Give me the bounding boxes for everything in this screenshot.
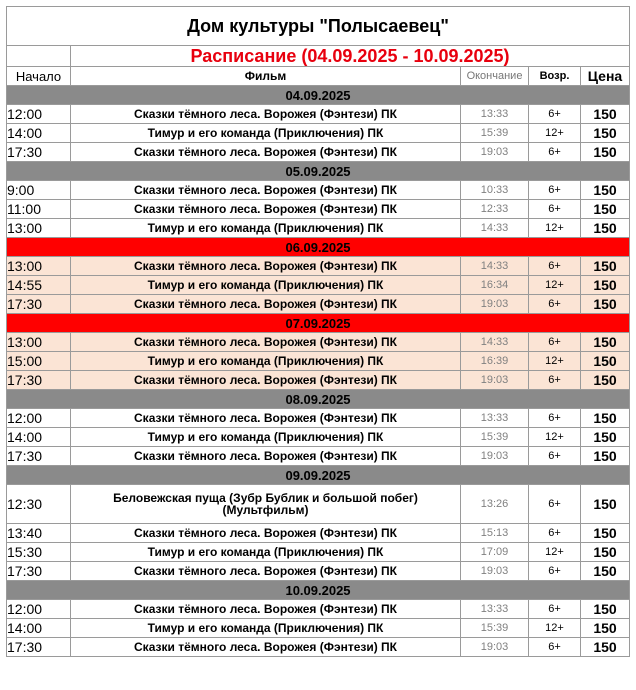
date-label: 04.09.2025 <box>7 86 630 105</box>
start-time: 14:00 <box>7 428 71 447</box>
film-title: Тимур и его команда (Приключения) ПК <box>147 126 384 140</box>
end-time: 16:39 <box>461 352 529 371</box>
showtime-row <box>7 143 630 162</box>
film-title-cell <box>71 619 461 638</box>
showtime-row <box>7 295 630 314</box>
date-label: 06.09.2025 <box>7 238 630 257</box>
showtime-row <box>7 124 630 143</box>
date-label: 10.09.2025 <box>7 581 630 600</box>
ticket-price: 150 <box>581 524 630 543</box>
film-title: Тимур и его команда (Приключения) ПК <box>147 545 384 559</box>
date-row <box>7 238 630 257</box>
age-rating: 12+ <box>529 352 581 371</box>
start-time: 15:30 <box>7 543 71 562</box>
end-time: 15:39 <box>461 428 529 447</box>
date-label: 08.09.2025 <box>7 390 630 409</box>
end-time: 19:03 <box>461 562 529 581</box>
film-title-cell <box>71 181 461 200</box>
schedule-title: Расписание (04.09.2025 - 10.09.2025) <box>71 46 630 67</box>
showtime-row <box>7 276 630 295</box>
showtime-row <box>7 543 630 562</box>
showtime-row <box>7 371 630 390</box>
age-rating: 12+ <box>529 124 581 143</box>
showtime-row <box>7 485 630 524</box>
start-time: 12:30 <box>7 485 71 524</box>
age-rating: 12+ <box>529 619 581 638</box>
ticket-price: 150 <box>581 428 630 447</box>
age-rating: 12+ <box>529 219 581 238</box>
schedule-title-row <box>7 46 630 67</box>
film-title-cell <box>71 543 461 562</box>
start-time: 14:55 <box>7 276 71 295</box>
age-rating: 6+ <box>529 409 581 428</box>
start-time: 9:00 <box>7 181 71 200</box>
ticket-price: 150 <box>581 600 630 619</box>
film-title-cell <box>71 638 461 657</box>
film-title-cell <box>71 200 461 219</box>
showtime-row <box>7 562 630 581</box>
age-rating: 6+ <box>529 181 581 200</box>
film-title: Сказки тёмного леса. Ворожея (Фэнтези) ПК <box>134 411 397 425</box>
end-time: 16:34 <box>461 276 529 295</box>
film-title-line2: (Мультфильм) <box>222 503 309 517</box>
start-time: 12:00 <box>7 105 71 124</box>
column-header-row <box>7 67 630 86</box>
start-time: 11:00 <box>7 200 71 219</box>
film-title: Сказки тёмного леса. Ворожея (Фэнтези) ПК <box>134 373 397 387</box>
end-time: 17:09 <box>461 543 529 562</box>
ticket-price: 150 <box>581 409 630 428</box>
ticket-price: 150 <box>581 257 630 276</box>
start-time: 14:00 <box>7 619 71 638</box>
ticket-price: 150 <box>581 105 630 124</box>
date-row <box>7 86 630 105</box>
ticket-price: 150 <box>581 485 630 524</box>
film-title: Тимур и его команда (Приключения) ПК <box>147 621 384 635</box>
film-title: Сказки тёмного леса. Ворожея (Фэнтези) ПК <box>134 202 397 216</box>
start-time: 17:30 <box>7 371 71 390</box>
ticket-price: 150 <box>581 143 630 162</box>
showtime-row <box>7 638 630 657</box>
ticket-price: 150 <box>581 638 630 657</box>
date-label: 07.09.2025 <box>7 314 630 333</box>
film-title: Сказки тёмного леса. Ворожея (Фэнтези) ПК <box>134 602 397 616</box>
showtime-row <box>7 219 630 238</box>
age-rating: 12+ <box>529 276 581 295</box>
end-time: 15:39 <box>461 619 529 638</box>
age-rating: 6+ <box>529 257 581 276</box>
film-title: Сказки тёмного леса. Ворожея (Фэнтези) ПК <box>134 449 397 463</box>
film-title-cell <box>71 219 461 238</box>
start-time: 12:00 <box>7 409 71 428</box>
age-rating: 6+ <box>529 562 581 581</box>
ticket-price: 150 <box>581 333 630 352</box>
column-header-end: Окончание <box>461 67 529 86</box>
film-title: Сказки тёмного леса. Ворожея (Фэнтези) ПК <box>134 145 397 159</box>
start-time: 13:00 <box>7 257 71 276</box>
ticket-price: 150 <box>581 276 630 295</box>
film-title-cell <box>71 295 461 314</box>
showtime-row <box>7 409 630 428</box>
start-time: 12:00 <box>7 600 71 619</box>
film-title-cell <box>71 524 461 543</box>
film-title: Тимур и его команда (Приключения) ПК <box>147 221 384 235</box>
end-time: 13:33 <box>461 409 529 428</box>
end-time: 19:03 <box>461 143 529 162</box>
start-time: 14:00 <box>7 124 71 143</box>
column-header-film: Фильм <box>71 67 461 86</box>
end-time: 12:33 <box>461 200 529 219</box>
film-title: Сказки тёмного леса. Ворожея (Фэнтези) ПК <box>134 297 397 311</box>
film-title-cell <box>71 409 461 428</box>
start-time: 17:30 <box>7 447 71 466</box>
showtime-row <box>7 333 630 352</box>
start-time: 17:30 <box>7 295 71 314</box>
showtime-row <box>7 181 630 200</box>
ticket-price: 150 <box>581 447 630 466</box>
column-header-price: Цена <box>581 67 630 86</box>
age-rating: 6+ <box>529 200 581 219</box>
venue-row <box>7 7 630 46</box>
film-title: Беловежская пуща (Зубр Бублик и большой побег) <box>113 491 418 505</box>
film-title: Сказки тёмного леса. Ворожея (Фэнтези) ПК <box>134 526 397 540</box>
showtime-row <box>7 619 630 638</box>
column-header-age: Возр. <box>529 67 581 86</box>
showtime-row <box>7 200 630 219</box>
date-row <box>7 314 630 333</box>
film-title-cell <box>71 105 461 124</box>
film-title-cell <box>71 428 461 447</box>
film-title: Сказки тёмного леса. Ворожея (Фэнтези) ПК <box>134 335 397 349</box>
film-title-cell <box>71 562 461 581</box>
film-title-cell <box>71 447 461 466</box>
date-label: 05.09.2025 <box>7 162 630 181</box>
age-rating: 12+ <box>529 543 581 562</box>
age-rating: 6+ <box>529 600 581 619</box>
end-time: 13:33 <box>461 105 529 124</box>
end-time: 14:33 <box>461 219 529 238</box>
film-title: Тимур и его команда (Приключения) ПК <box>147 430 384 444</box>
ticket-price: 150 <box>581 124 630 143</box>
start-time: 17:30 <box>7 638 71 657</box>
venue-title: Дом культуры "Полысаевец" <box>7 7 630 46</box>
start-time: 17:30 <box>7 143 71 162</box>
ticket-price: 150 <box>581 219 630 238</box>
ticket-price: 150 <box>581 371 630 390</box>
start-time: 15:00 <box>7 352 71 371</box>
end-time: 19:03 <box>461 371 529 390</box>
showtime-row <box>7 105 630 124</box>
age-rating: 6+ <box>529 143 581 162</box>
end-time: 13:33 <box>461 600 529 619</box>
end-time: 19:03 <box>461 638 529 657</box>
age-rating: 6+ <box>529 638 581 657</box>
ticket-price: 150 <box>581 295 630 314</box>
age-rating: 6+ <box>529 105 581 124</box>
column-header-start: Начало <box>7 67 71 86</box>
film-title: Тимур и его команда (Приключения) ПК <box>147 354 384 368</box>
film-title: Сказки тёмного леса. Ворожея (Фэнтези) ПК <box>134 183 397 197</box>
showtime-row <box>7 257 630 276</box>
date-row <box>7 390 630 409</box>
date-row <box>7 581 630 600</box>
end-time: 14:33 <box>461 257 529 276</box>
start-time: 13:00 <box>7 219 71 238</box>
film-title-cell <box>71 124 461 143</box>
end-time: 10:33 <box>461 181 529 200</box>
age-rating: 6+ <box>529 485 581 524</box>
ticket-price: 150 <box>581 181 630 200</box>
showtime-row <box>7 447 630 466</box>
showtime-row <box>7 428 630 447</box>
film-title-cell <box>71 333 461 352</box>
end-time: 15:39 <box>461 124 529 143</box>
end-time: 19:03 <box>461 447 529 466</box>
film-title: Сказки тёмного леса. Ворожея (Фэнтези) ПК <box>134 107 397 121</box>
title-spacer <box>7 46 71 67</box>
film-title: Тимур и его команда (Приключения) ПК <box>147 278 384 292</box>
end-time: 13:26 <box>461 485 529 524</box>
start-time: 17:30 <box>7 562 71 581</box>
film-title: Сказки тёмного леса. Ворожея (Фэнтези) ПК <box>134 259 397 273</box>
ticket-price: 150 <box>581 562 630 581</box>
ticket-price: 150 <box>581 619 630 638</box>
showtime-row <box>7 524 630 543</box>
film-title-cell <box>71 600 461 619</box>
film-title: Сказки тёмного леса. Ворожея (Фэнтези) ПК <box>134 640 397 654</box>
age-rating: 6+ <box>529 295 581 314</box>
date-label: 09.09.2025 <box>7 466 630 485</box>
age-rating: 6+ <box>529 447 581 466</box>
end-time: 15:13 <box>461 524 529 543</box>
ticket-price: 150 <box>581 352 630 371</box>
end-time: 14:33 <box>461 333 529 352</box>
age-rating: 6+ <box>529 524 581 543</box>
film-title-cell <box>71 485 461 524</box>
start-time: 13:40 <box>7 524 71 543</box>
film-title: Сказки тёмного леса. Ворожея (Фэнтези) ПК <box>134 564 397 578</box>
age-rating: 6+ <box>529 333 581 352</box>
ticket-price: 150 <box>581 200 630 219</box>
age-rating: 6+ <box>529 371 581 390</box>
film-title-cell <box>71 371 461 390</box>
film-title-cell <box>71 352 461 371</box>
ticket-price: 150 <box>581 543 630 562</box>
showtime-row <box>7 352 630 371</box>
film-title-cell <box>71 276 461 295</box>
date-row <box>7 466 630 485</box>
film-title-cell <box>71 257 461 276</box>
showtime-row <box>7 600 630 619</box>
age-rating: 12+ <box>529 428 581 447</box>
schedule-table <box>6 6 630 657</box>
date-row <box>7 162 630 181</box>
end-time: 19:03 <box>461 295 529 314</box>
film-title-cell <box>71 143 461 162</box>
start-time: 13:00 <box>7 333 71 352</box>
